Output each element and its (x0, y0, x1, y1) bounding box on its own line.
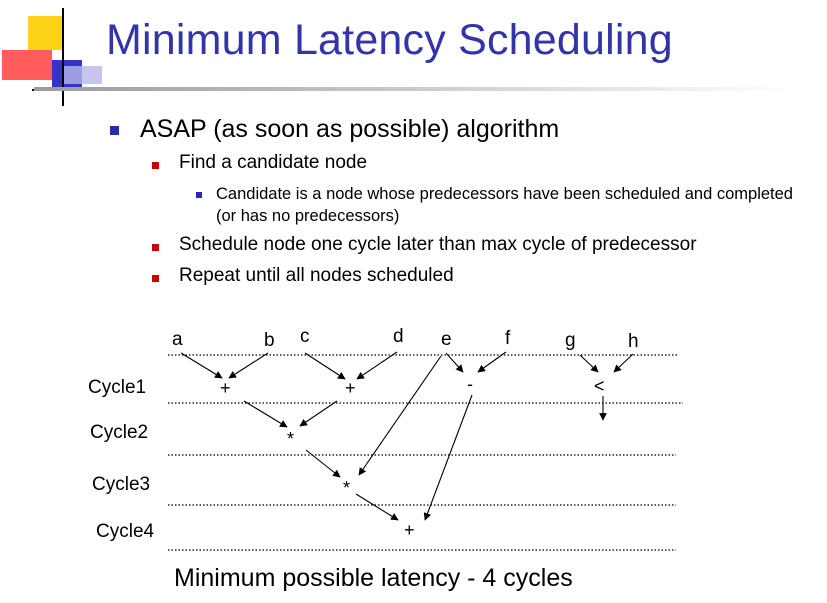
input-h: h (628, 331, 639, 352)
edge-mul2-add3 (356, 494, 398, 520)
input-c: c (300, 326, 310, 347)
dependency-edges (181, 352, 633, 520)
bullet-candidate-definition: Candidate is a node whose predecessors have been scheduled and completed (or has no predecessors) (216, 185, 793, 225)
bullet-repeat: Repeat until all nodes scheduled (179, 265, 454, 286)
edge-e-mul2 (359, 356, 441, 475)
edge-c-add2 (305, 353, 345, 379)
edge-d-add2 (357, 352, 397, 379)
edge-sub-add3 (425, 395, 472, 520)
input-b: b (264, 330, 275, 351)
op-less-than: < (594, 376, 605, 396)
bullet-schedule-node: Schedule node one cycle later than max cycle of predecessor (179, 234, 697, 255)
input-f: f (505, 328, 511, 349)
edge-e-sub (446, 353, 463, 372)
cycle-label-2: Cycle2 (90, 422, 149, 443)
op-multiply-2: * (343, 478, 351, 498)
cycle-boundaries (168, 355, 683, 550)
input-a: a (172, 329, 183, 350)
edge-add1-mul1 (244, 401, 287, 427)
latency-caption: Minimum possible latency - 4 cycles (174, 564, 573, 592)
slide-title: Minimum Latency Scheduling (106, 16, 673, 64)
edge-a-add1 (181, 353, 222, 378)
op-add-2: + (345, 378, 356, 398)
input-d: d (393, 326, 404, 347)
op-add-1: + (220, 378, 231, 398)
edge-g-lt (580, 355, 598, 372)
cycle-label-4: Cycle4 (96, 521, 155, 542)
cycle-label-3: Cycle3 (92, 474, 151, 495)
op-multiply-1: * (287, 429, 295, 449)
edge-f-sub (478, 352, 506, 372)
edge-h-lt (614, 354, 633, 372)
input-e: e (441, 329, 452, 350)
bullet-asap: ASAP (as soon as possible) algorithm (140, 115, 560, 143)
cycle-label-1: Cycle1 (88, 377, 147, 398)
bullet-find-candidate: Find a candidate node (179, 152, 368, 173)
edge-mul1-mul2 (306, 450, 340, 477)
op-subtract: - (467, 374, 473, 394)
input-g: g (565, 330, 576, 351)
edge-add2-mul1 (300, 401, 337, 426)
op-add-3: + (404, 520, 415, 540)
edge-b-add1 (229, 353, 268, 378)
